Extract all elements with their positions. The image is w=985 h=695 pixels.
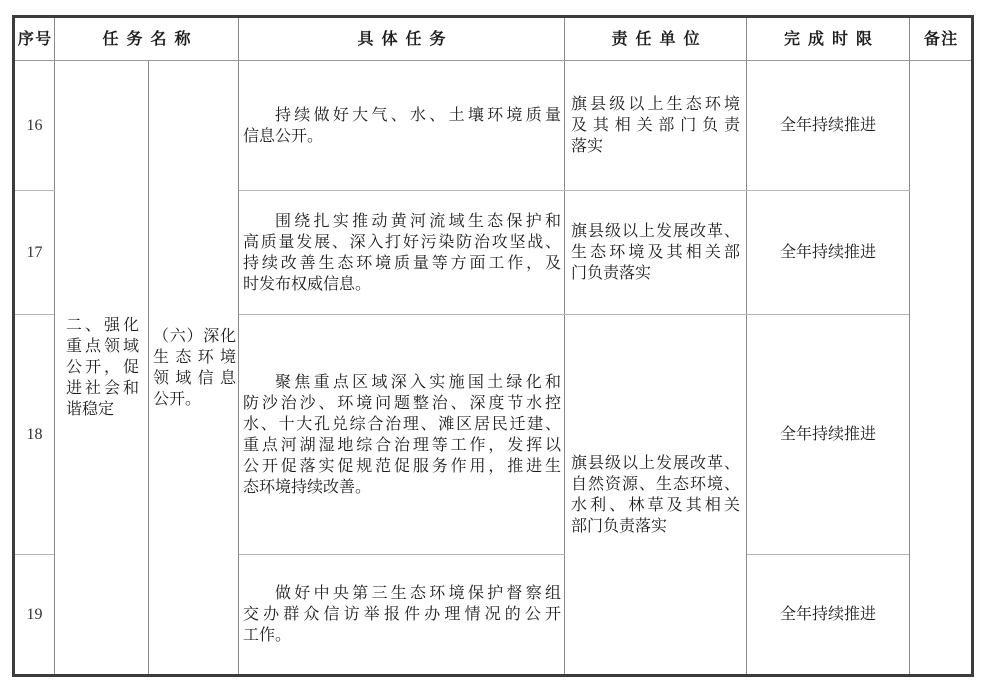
header-remarks bbox=[910, 17, 973, 61]
task-line: 重点河湖湿地综合治理等工作，发挥以 bbox=[243, 436, 562, 454]
remarks-cell bbox=[910, 61, 973, 676]
task-line: 聚焦重点区域深入实施国土绿化和 bbox=[275, 373, 562, 391]
unit-line: 水利、林草及其相关 bbox=[571, 496, 741, 514]
header-deadline bbox=[747, 17, 910, 61]
task-line: 水、十大孔兑综合治理、滩区居民迁建、 bbox=[243, 415, 562, 433]
header-specific-task-label: 具体任务 bbox=[357, 30, 454, 48]
task-line: 信息公开。 bbox=[243, 127, 324, 145]
task-line: 围绕扎实推动黄河流域生态保护和 bbox=[275, 212, 562, 230]
task-line: 时发布权威信息。 bbox=[243, 275, 372, 293]
specific-task-cell bbox=[239, 191, 565, 315]
deadline-cell: 全年持续推进 bbox=[747, 555, 910, 676]
task-line: 交办群众信访举报件办理情况的公开 bbox=[243, 606, 562, 623]
responsible-unit-cell bbox=[565, 315, 747, 676]
category-line: 谐稳定 bbox=[66, 401, 115, 418]
table-row bbox=[14, 61, 973, 191]
unit-line: 及其相关部门负责 bbox=[571, 117, 741, 134]
subcategory-line: （六）深化 bbox=[153, 327, 237, 345]
row-number-cell: 19 bbox=[14, 555, 55, 676]
header-task-name-label: 任务名称 bbox=[102, 30, 199, 48]
category-line: 重点领域 bbox=[66, 338, 139, 355]
row-number-cell: 17 bbox=[14, 191, 55, 315]
task-line: 做好中央第三生态环境保护督察组 bbox=[275, 585, 562, 602]
unit-line: 旗县级以上生态环境 bbox=[571, 96, 741, 113]
header-specific-task bbox=[239, 17, 565, 61]
unit-line: 生态环境及其相关部 bbox=[571, 244, 741, 261]
deadline-cell: 全年持续推进 bbox=[747, 61, 910, 191]
header-remarks-label: 备注 bbox=[923, 30, 959, 48]
task-line: 工作。 bbox=[243, 627, 292, 644]
task-line: 态环境持续改善。 bbox=[243, 478, 372, 496]
specific-task-cell bbox=[239, 61, 565, 191]
task-line: 防沙治沙、环境问题整治、深度节水控 bbox=[243, 394, 562, 412]
deadline-cell: 全年持续推进 bbox=[747, 191, 910, 315]
row-number-cell: 18 bbox=[14, 315, 55, 555]
header-task-name bbox=[55, 17, 239, 61]
header-col-number-label: 序号 bbox=[17, 30, 53, 48]
responsible-unit-cell bbox=[565, 61, 747, 191]
responsible-unit-cell bbox=[565, 191, 747, 315]
unit-line: 门负责落实 bbox=[571, 265, 652, 282]
task-line: 高质量发展、深入打好污染防治攻坚战、 bbox=[243, 233, 562, 251]
deadline-cell: 全年持续推进 bbox=[747, 315, 910, 555]
unit-line: 自然资源、生态环境、 bbox=[571, 475, 741, 493]
category-line: 公开，促 bbox=[66, 359, 139, 376]
header-responsible-unit bbox=[565, 17, 747, 61]
unit-line: 旗县级以上发展改革、 bbox=[571, 223, 741, 240]
unit-line: 旗县级以上发展改革、 bbox=[571, 454, 741, 472]
subcategory-cell bbox=[149, 61, 239, 676]
specific-task-cell bbox=[239, 315, 565, 555]
task-line: 持续改善生态环境质量等方面工作，及 bbox=[243, 254, 562, 272]
table-header-row bbox=[14, 17, 973, 61]
task-line: 公开促落实促规范促服务作用，推进生 bbox=[243, 457, 562, 475]
category-line: 二、强化 bbox=[66, 317, 139, 334]
subcategory-line: 公开。 bbox=[153, 390, 202, 408]
specific-task-cell bbox=[239, 555, 565, 676]
subcategory-line: 领域信息 bbox=[153, 369, 237, 387]
header-responsible-unit-label: 责任单位 bbox=[611, 30, 708, 48]
task-line: 持续做好大气、水、土壤环境质量 bbox=[275, 106, 562, 124]
category-line: 进社会和 bbox=[66, 380, 139, 397]
unit-line: 落实 bbox=[571, 138, 604, 155]
category-cell bbox=[55, 61, 149, 676]
row-number-cell: 16 bbox=[14, 61, 55, 191]
subcategory-line: 生态环境 bbox=[153, 348, 237, 366]
header-col-number bbox=[14, 17, 55, 61]
tasks-table bbox=[12, 15, 974, 677]
header-deadline-label: 完成时限 bbox=[784, 30, 881, 48]
unit-line: 部门负责落实 bbox=[571, 517, 668, 535]
document-page bbox=[12, 15, 974, 677]
